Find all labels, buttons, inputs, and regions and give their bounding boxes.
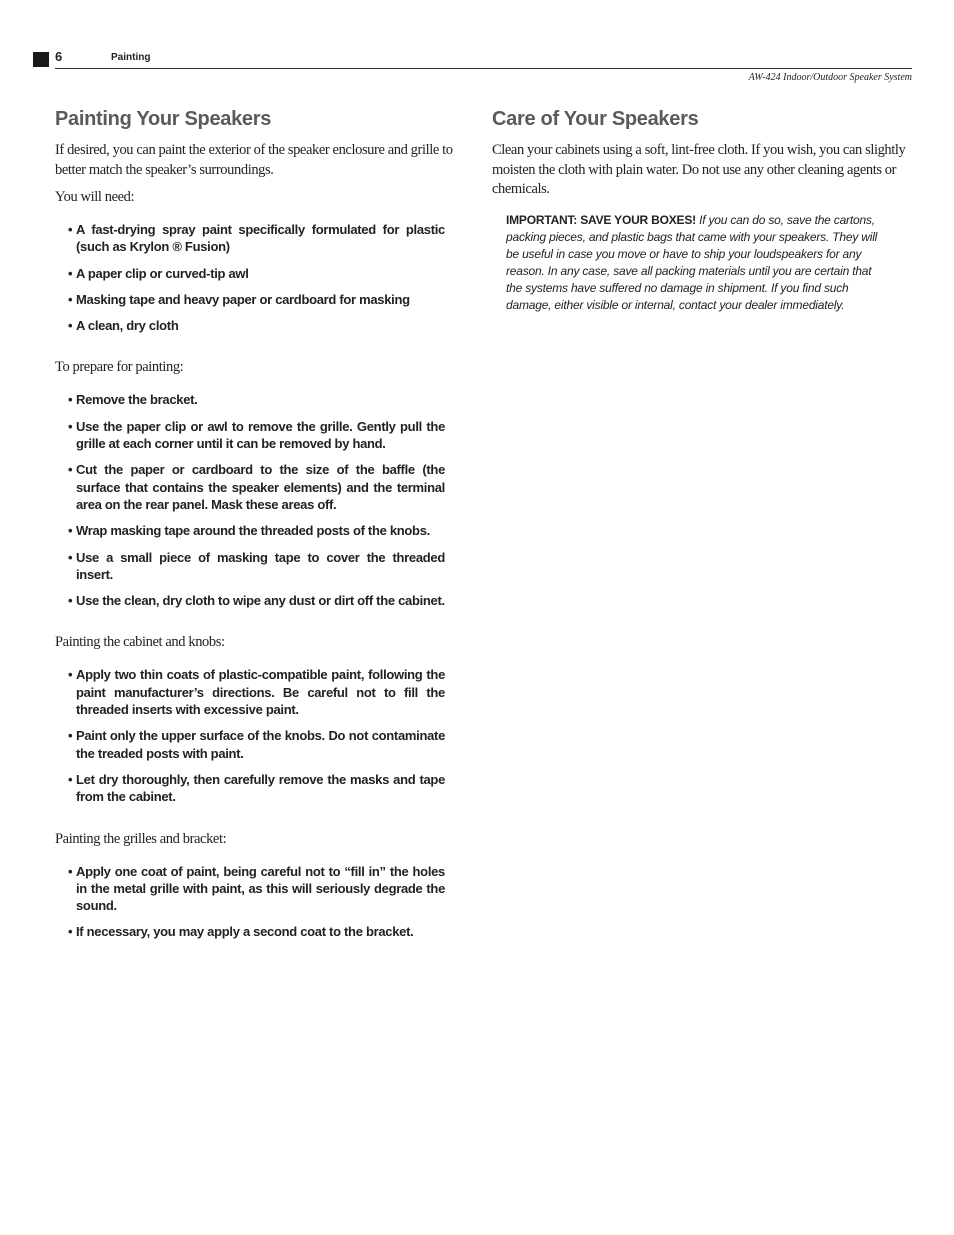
- care-heading: Care of Your Speakers: [492, 108, 699, 130]
- list-item: [55, 265, 445, 282]
- bullet-icon: •: [68, 924, 73, 940]
- list-item-text: Cut the paper or cardboard to the size of the baffle (the surface that contains the speaker elements) and the terminal area on the rear panel. Mask these areas off.: [76, 462, 445, 512]
- bullet-icon: •: [68, 593, 73, 609]
- prepare-label: To prepare for painting:: [55, 359, 184, 376]
- list-item: [55, 461, 445, 513]
- list-item-text: Paint only the upper surface of the knobs. Do not contaminate the treaded posts with paint.: [76, 728, 445, 761]
- list-item-text: Use the paper clip or awl to remove the grille. Gently pull the grille at each corner until it can be removed by hand.: [76, 418, 445, 452]
- list-item: [55, 291, 445, 308]
- care-body: Clean your cabinets using a soft, lint-free cloth. If you wish, you can slightly moisten the cloth with plain water. Do not use any other cleaning agents or chemicals.: [492, 142, 906, 197]
- list-item-text: Let dry thoroughly, then carefully remove the masks and tape from the cabinet.: [76, 771, 445, 805]
- list-item: [55, 727, 445, 762]
- bullet-icon: •: [68, 728, 73, 744]
- important-label: IMPORTANT: SAVE YOUR BOXES!: [506, 212, 696, 227]
- page-number: 6: [55, 49, 63, 64]
- bullet-icon: •: [68, 462, 73, 478]
- important-text: If you can do so, save the cartons, packing pieces, and plastic bags that came with your speakers. They will be useful in case you move or have to ship your loudspeakers for any reason. In any case, save all packing materials until you are certain that the systems have suffered no damage in shipment. If you find such damage, either visible or internal, contact your dealer immediately.: [506, 212, 878, 312]
- list-item-text: Use a small piece of masking tape to cover the threaded insert.: [76, 549, 445, 582]
- section-label: Painting: [111, 52, 151, 63]
- list-item: [55, 522, 445, 539]
- doc-title: AW-424 Indoor/Outdoor Speaker System: [748, 72, 912, 83]
- cabinet-list: [55, 666, 445, 805]
- list-item-text: A paper clip or curved-tip awl: [76, 265, 249, 281]
- list-item-text: Remove the bracket.: [76, 392, 198, 408]
- list-item: [55, 666, 445, 718]
- header-rule: [55, 68, 912, 69]
- list-item-text: A fast-drying spray paint specifically formulated for plastic (such as Krylon ® Fusion): [76, 222, 445, 255]
- list-item-text: Masking tape and heavy paper or cardboard for masking: [76, 291, 410, 307]
- painting-column: [55, 108, 475, 965]
- bullet-icon: •: [68, 667, 73, 683]
- grille-list: [55, 863, 445, 941]
- list-item: [55, 549, 445, 584]
- grille-label: Painting the grilles and bracket:: [55, 830, 227, 847]
- bullet-icon: •: [68, 418, 73, 434]
- list-item-text: Wrap masking tape around the threaded posts of the knobs.: [76, 523, 430, 539]
- cabinet-label: Painting the cabinet and knobs:: [55, 634, 225, 651]
- painting-heading: Painting Your Speakers: [55, 108, 272, 130]
- list-item: [55, 391, 445, 408]
- list-item-text: Apply two thin coats of plastic-compatible paint, following the paint manufacturer’s directions. Be careful not to fill the threaded inserts with excessive paint.: [76, 667, 445, 718]
- care-column: [492, 108, 913, 314]
- list-item: [55, 221, 445, 256]
- list-item-text: A clean, dry cloth: [76, 318, 179, 334]
- list-item: [55, 317, 445, 334]
- list-item-text: Use the clean, dry cloth to wipe any dust or dirt off the cabinet.: [76, 593, 445, 609]
- list-item-text: Apply one coat of paint, being careful not to “fill in” the holes in the metal grille with paint, as this will seriously degrade the sound.: [76, 863, 445, 914]
- list-item: [55, 418, 445, 453]
- need-list: [55, 221, 445, 334]
- bullet-icon: •: [68, 523, 73, 539]
- bullet-icon: •: [68, 291, 73, 307]
- bullet-icon: •: [68, 318, 73, 334]
- bullet-icon: •: [68, 549, 73, 565]
- page-marker: [33, 52, 49, 67]
- bullet-icon: •: [68, 392, 73, 408]
- important-note: [506, 212, 890, 314]
- bullet-icon: •: [68, 771, 73, 787]
- bullet-icon: •: [68, 863, 73, 879]
- list-item: [55, 863, 445, 915]
- list-item: [55, 923, 445, 940]
- list-item: [55, 771, 445, 806]
- list-item: [55, 592, 445, 609]
- prepare-list: [55, 391, 445, 609]
- need-label: You will need:: [55, 189, 135, 205]
- painting-intro: If desired, you can paint the exterior of the speaker enclosure and grille to better match the speaker’s surroundings.: [55, 142, 453, 178]
- bullet-icon: •: [68, 265, 73, 281]
- bullet-icon: •: [68, 222, 73, 237]
- list-item-text: If necessary, you may apply a second coat to the bracket.: [76, 924, 414, 940]
